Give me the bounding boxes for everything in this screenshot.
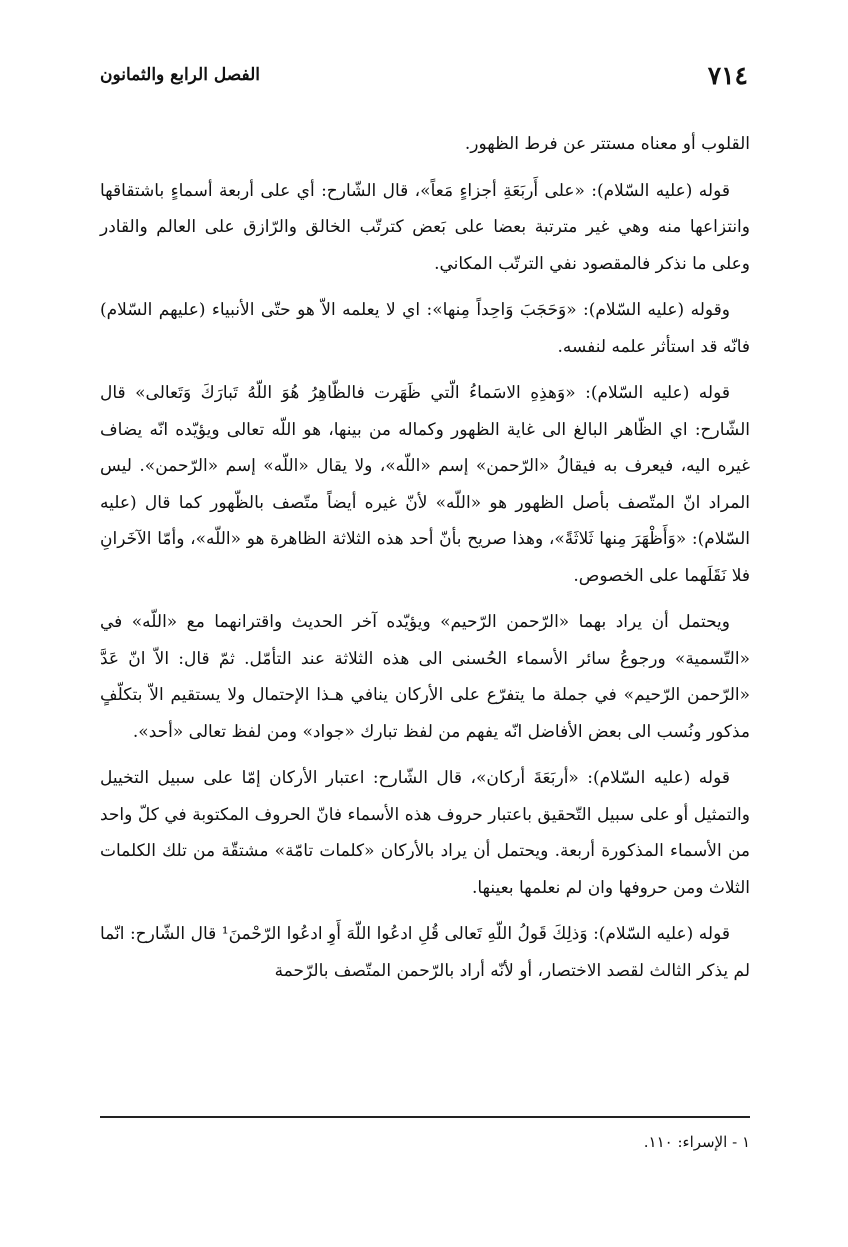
footnote-divider [100, 1116, 750, 1118]
paragraph: قوله (عليه السّلام): «على أَربَعَةِ أجزاءٍ مَعاً»، قال الشّارح: أي على أربعة أسماءٍ باشتقاقها وانتزاعها منه وهي غير مترتبة بعضا على بَعض كترتّب الخالق والرّازق على العالم والقادر وعلى ما نذكر فالمقصود نفي الترتّب المكاني. [100, 180, 750, 274]
page-number: ٧١٤ [707, 60, 748, 90]
body-text [100, 126, 750, 999]
paragraph: قوله (عليه السّلام): وَذلِكَ قَولُ اللّهِ تَعالى قُلِ ادعُوا اللّهَ أَوِ ادعُوا الرّحْمنَ¹ قال الشّارح: انّما لم يذكر الثالث لقصد الاختصار، أو لأنّه أراد بالرّحمن المتّصف بالرّحمة [100, 924, 750, 981]
paragraph: قوله (عليه السّلام): «وَهذِهِ الاسَماءُ الّتي ظَهَرت فالظّاهِرُ هُوَ اللّهُ تَبارَكَ وَتَعالى» قال الشّارح: اي الظّاهر البالغ الى غاية الظهور وكماله من بينها، هو اللّه تعالى ويؤيّده انّه يضاف غيره اليه، فيعرف به فيقالُ «الرّحمن» إسم «اللّه»، ولا يقال «اللّه» إسم «الرّحمن». ليس المراد انّ المتّصف بأصل الظهور هو «اللّه» لأنّ غيره أيضاً متّصف بالظّهور كما قال (عليه السّلام): «وَأَظْهَرَ مِنها ثَلاثَةً»، وهذا صريح بأنّ أحد هذه الثلاثة الظاهرة هو «اللّه»، وأمّا الآخَرانِ فلا نَقَلَهما على الخصوص. [100, 383, 750, 586]
page-header [100, 58, 748, 92]
footnote: ١ - الإسراء: ١١٠. [643, 1133, 750, 1151]
paragraph: ويحتمل أن يراد بهما «الرّحمن الرّحيم» ويؤيّده آخر الحديث واقترانهما مع «اللّه» في «التّسمية» ورجوعُ سائر الأسماء الحُسنى الى هذه الثلاثة عند التأمّل. ثمّ قال: الاّ انّ عَدَّ «الرّحمن الرّحيم» في جملة ما يتفرّع على الأركان ينافي هـذا الإحتمال ولا يستقيم الاّ بتكلّفٍ مذكور ونُسب الى بعض الأفاضل انّه يفهم من لفظ تبارك «جواد» ومن لفظ تعالى «أحد». [100, 612, 750, 742]
paragraph: القلوب أو معناه مستتر عن فرط الظهور. [464, 134, 750, 154]
chapter-title: الفصل الرابع والثمانون [100, 65, 260, 85]
paragraph: قوله (عليه السّلام): «أربَعَةَ أركان»، قال الشّارح: اعتبار الأركان إمّا على سبيل التخييل والتمثيل أو على سبيل التّحقيق باعتبار حروف هذه الأسماء فانّ الحروف المكتوبة في كلّ واحد من الأسماء المذكورة أربعة. ويحتمل أن يراد بالأركان «كلمات تامّة» مشتقّة من تلك الكلمات الثلاث ومن حروفها وان لم نعلمها بعينها. [100, 768, 750, 898]
paragraph: وقوله (عليه السّلام): «وَحَجَبَ وَاحِداً مِنها»: اي لا يعلمه الاّ هو حتّى الأنبياء (عليهم السّلام) فانّه قد استأثر علمه لنفسه. [100, 300, 750, 357]
